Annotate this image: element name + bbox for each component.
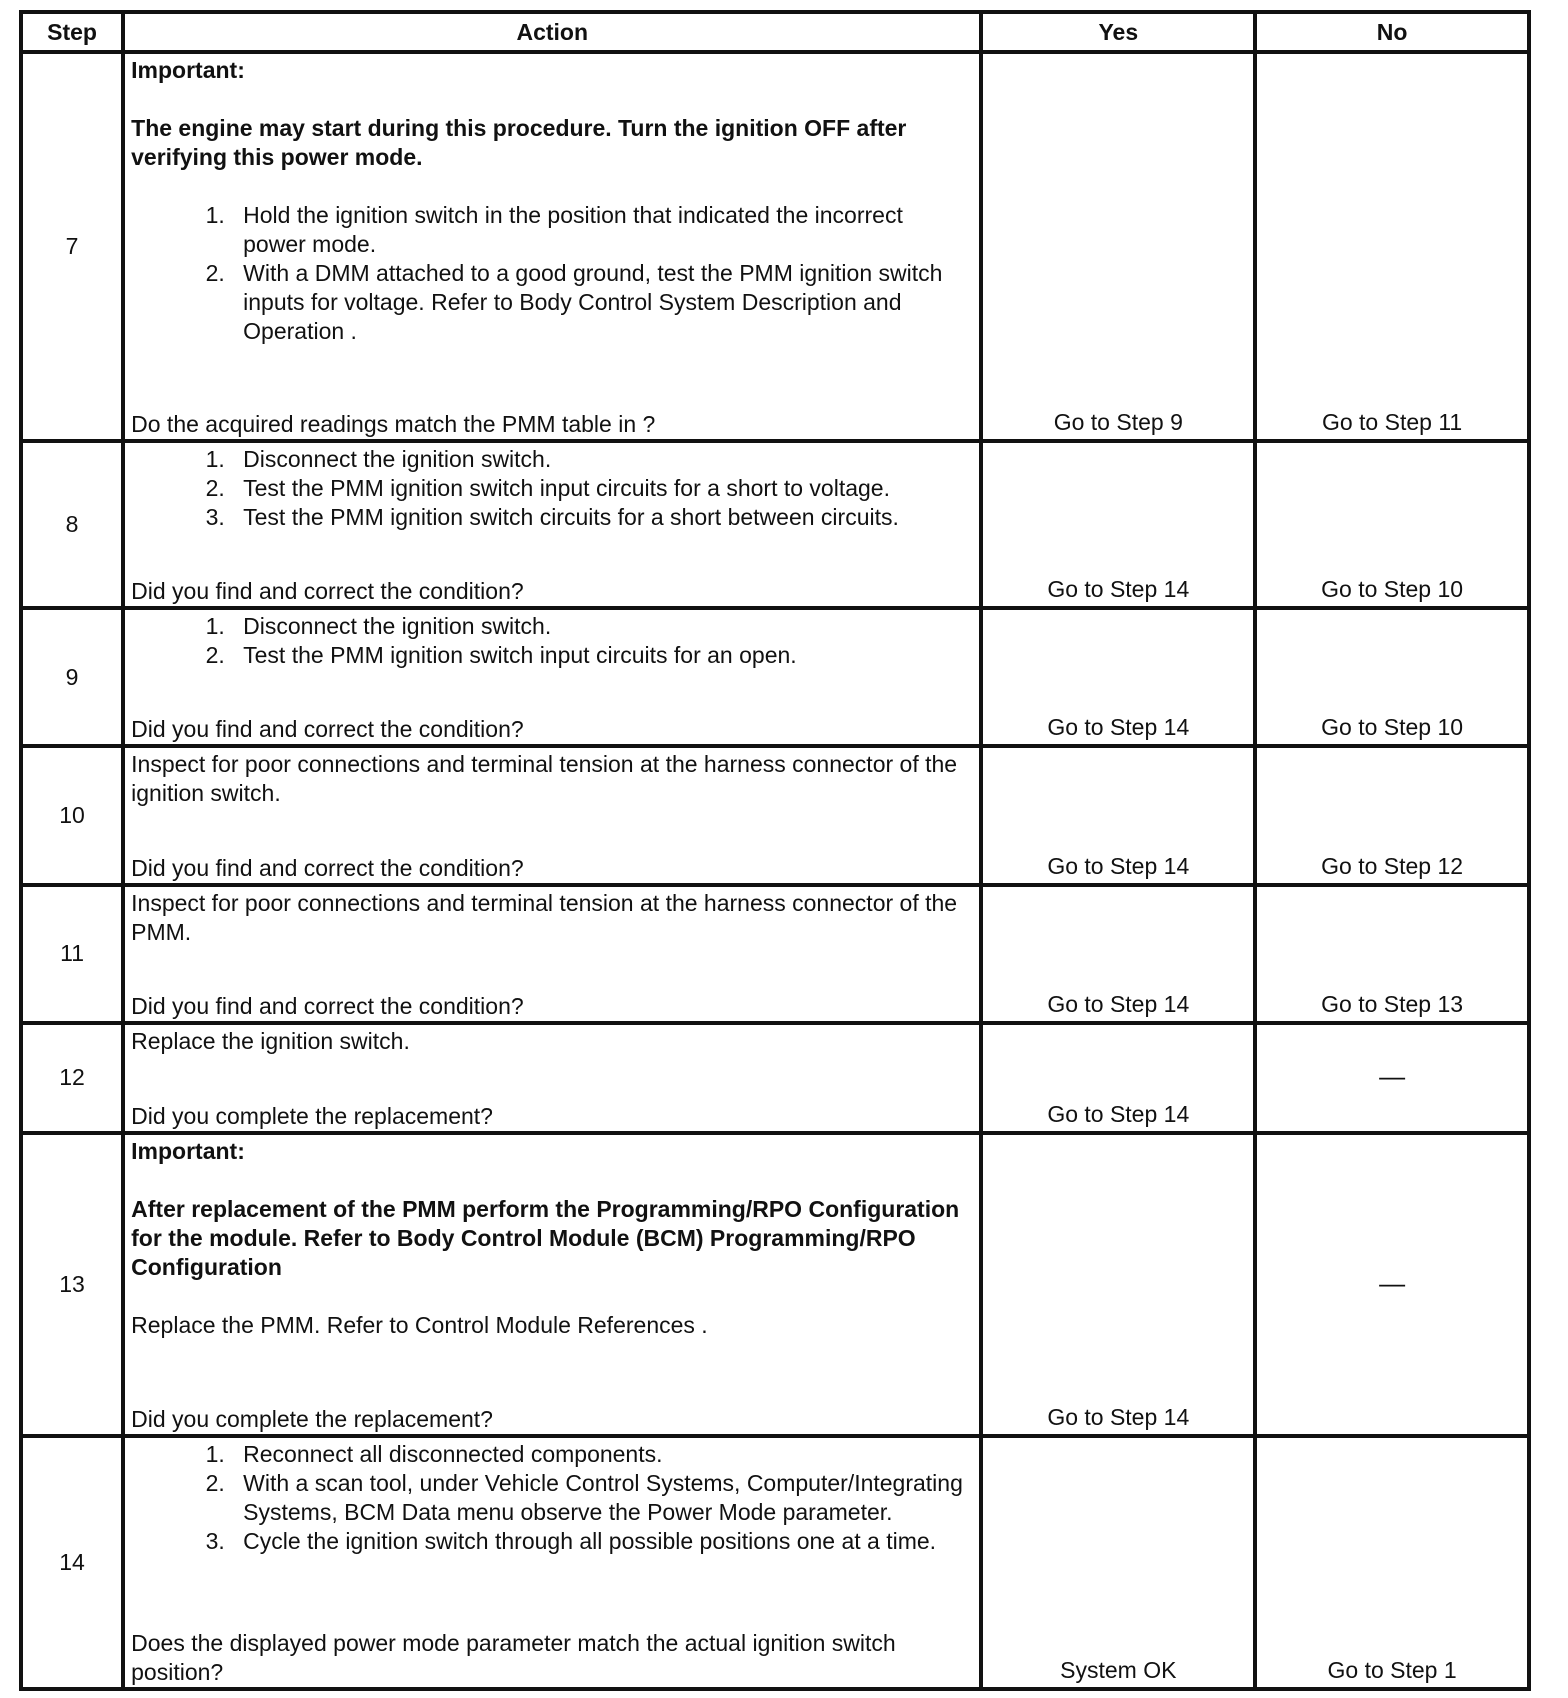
important-label: Important: [131,1137,245,1164]
question: Did you complete the replacement? [131,1406,493,1433]
list-item: 3. Test the PMM ignition switch circuits for a short between circuits. [231,503,971,532]
step-number: 13 [21,1133,123,1437]
header-row [21,12,1529,52]
list-item: 1. Reconnect all disconnected components. [231,1440,971,1469]
action-cell [123,1436,981,1689]
yes-result: Go to Step 14 [981,885,1255,1023]
question: Does the displayed power mode parameter match the actual ignition switch position? [131,1630,896,1685]
action-cell [123,1023,981,1133]
header-step: Step [21,12,123,52]
table-row [21,1133,1529,1437]
yes-result: Go to Step 14 [981,1133,1255,1437]
list-item: 3. Cycle the ignition switch through all possible positions one at a time. [231,1527,971,1556]
header-action: Action [123,12,981,52]
table-row [21,1023,1529,1133]
action-cell [123,52,981,441]
header-no: No [1255,12,1529,52]
action-cell [123,1133,981,1437]
no-result: Go to Step 11 [1255,52,1529,441]
list-item: 2. Test the PMM ignition switch input circuits for an open. [231,641,971,670]
step-number: 11 [21,885,123,1023]
diagnostic-table [19,10,1531,1691]
important-label: Important: [131,57,245,83]
action-list [131,445,971,532]
action-list [131,1440,971,1556]
important-text: After replacement of the PMM perform the Programming/RPO Configuration for the module. Refer to Body Control Module (BCM) Programming/RPO Configuration [131,1195,960,1280]
no-result: Go to Step 10 [1255,441,1529,609]
action-text: Inspect for poor connections and terminal tension at the harness connector of the PMM. [131,889,958,945]
list-item: 2. With a scan tool, under Vehicle Control Systems, Computer/Integrating Systems, BCM Data menu observe the Power Mode parameter. [231,1469,971,1527]
step-number: 12 [21,1023,123,1133]
step-number: 9 [21,608,123,746]
table-row [21,885,1529,1023]
yes-result: Go to Step 14 [981,608,1255,746]
question: Did you find and correct the condition? [131,578,524,605]
no-result: — [1255,1133,1529,1437]
question: Did you complete the replacement? [131,1102,493,1129]
list-item: 1. Disconnect the ignition switch. [231,445,971,474]
action-text: Replace the ignition switch. [131,1027,410,1054]
question: Do the acquired readings match the PMM table in ? [131,410,656,437]
action-list [131,612,971,670]
list-item: 2. With a DMM attached to a good ground, test the PMM ignition switch inputs for voltage. Refer to Body Control System Description and Operation . [231,259,971,346]
no-result: Go to Step 12 [1255,746,1529,884]
important-text: The engine may start during this procedure. Turn the ignition OFF after verifying this power mode. [131,115,907,170]
yes-result: Go to Step 14 [981,441,1255,609]
no-result: — [1255,1023,1529,1133]
action-cell [123,608,981,746]
action-cell [123,885,981,1023]
list-item: 1. Disconnect the ignition switch. [231,612,971,641]
no-result: Go to Step 13 [1255,885,1529,1023]
question: Did you find and correct the condition? [131,716,524,743]
question: Did you find and correct the condition? [131,854,524,881]
action-text: Replace the PMM. Refer to Control Module References . [131,1311,708,1338]
step-number: 7 [21,52,123,441]
step-number: 10 [21,746,123,884]
list-item: 1. Hold the ignition switch in the position that indicated the incorrect power mode. [231,201,971,259]
no-result: Go to Step 10 [1255,608,1529,746]
yes-result: Go to Step 9 [981,52,1255,441]
step-number: 14 [21,1436,123,1689]
yes-result: Go to Step 14 [981,746,1255,884]
yes-result: Go to Step 14 [981,1023,1255,1133]
list-item: 2. Test the PMM ignition switch input circuits for a short to voltage. [231,474,971,503]
no-result: Go to Step 1 [1255,1436,1529,1689]
action-cell [123,746,981,884]
table-row [21,608,1529,746]
table-row [21,52,1529,441]
step-number: 8 [21,441,123,609]
table-row [21,1436,1529,1689]
table-row [21,441,1529,609]
action-text: Inspect for poor connections and terminal tension at the harness connector of the ignition switch. [131,751,958,807]
action-list [131,201,971,346]
action-cell [123,441,981,609]
table-row [21,746,1529,884]
header-yes: Yes [981,12,1255,52]
question: Did you find and correct the condition? [131,992,524,1019]
yes-result: System OK [981,1436,1255,1689]
